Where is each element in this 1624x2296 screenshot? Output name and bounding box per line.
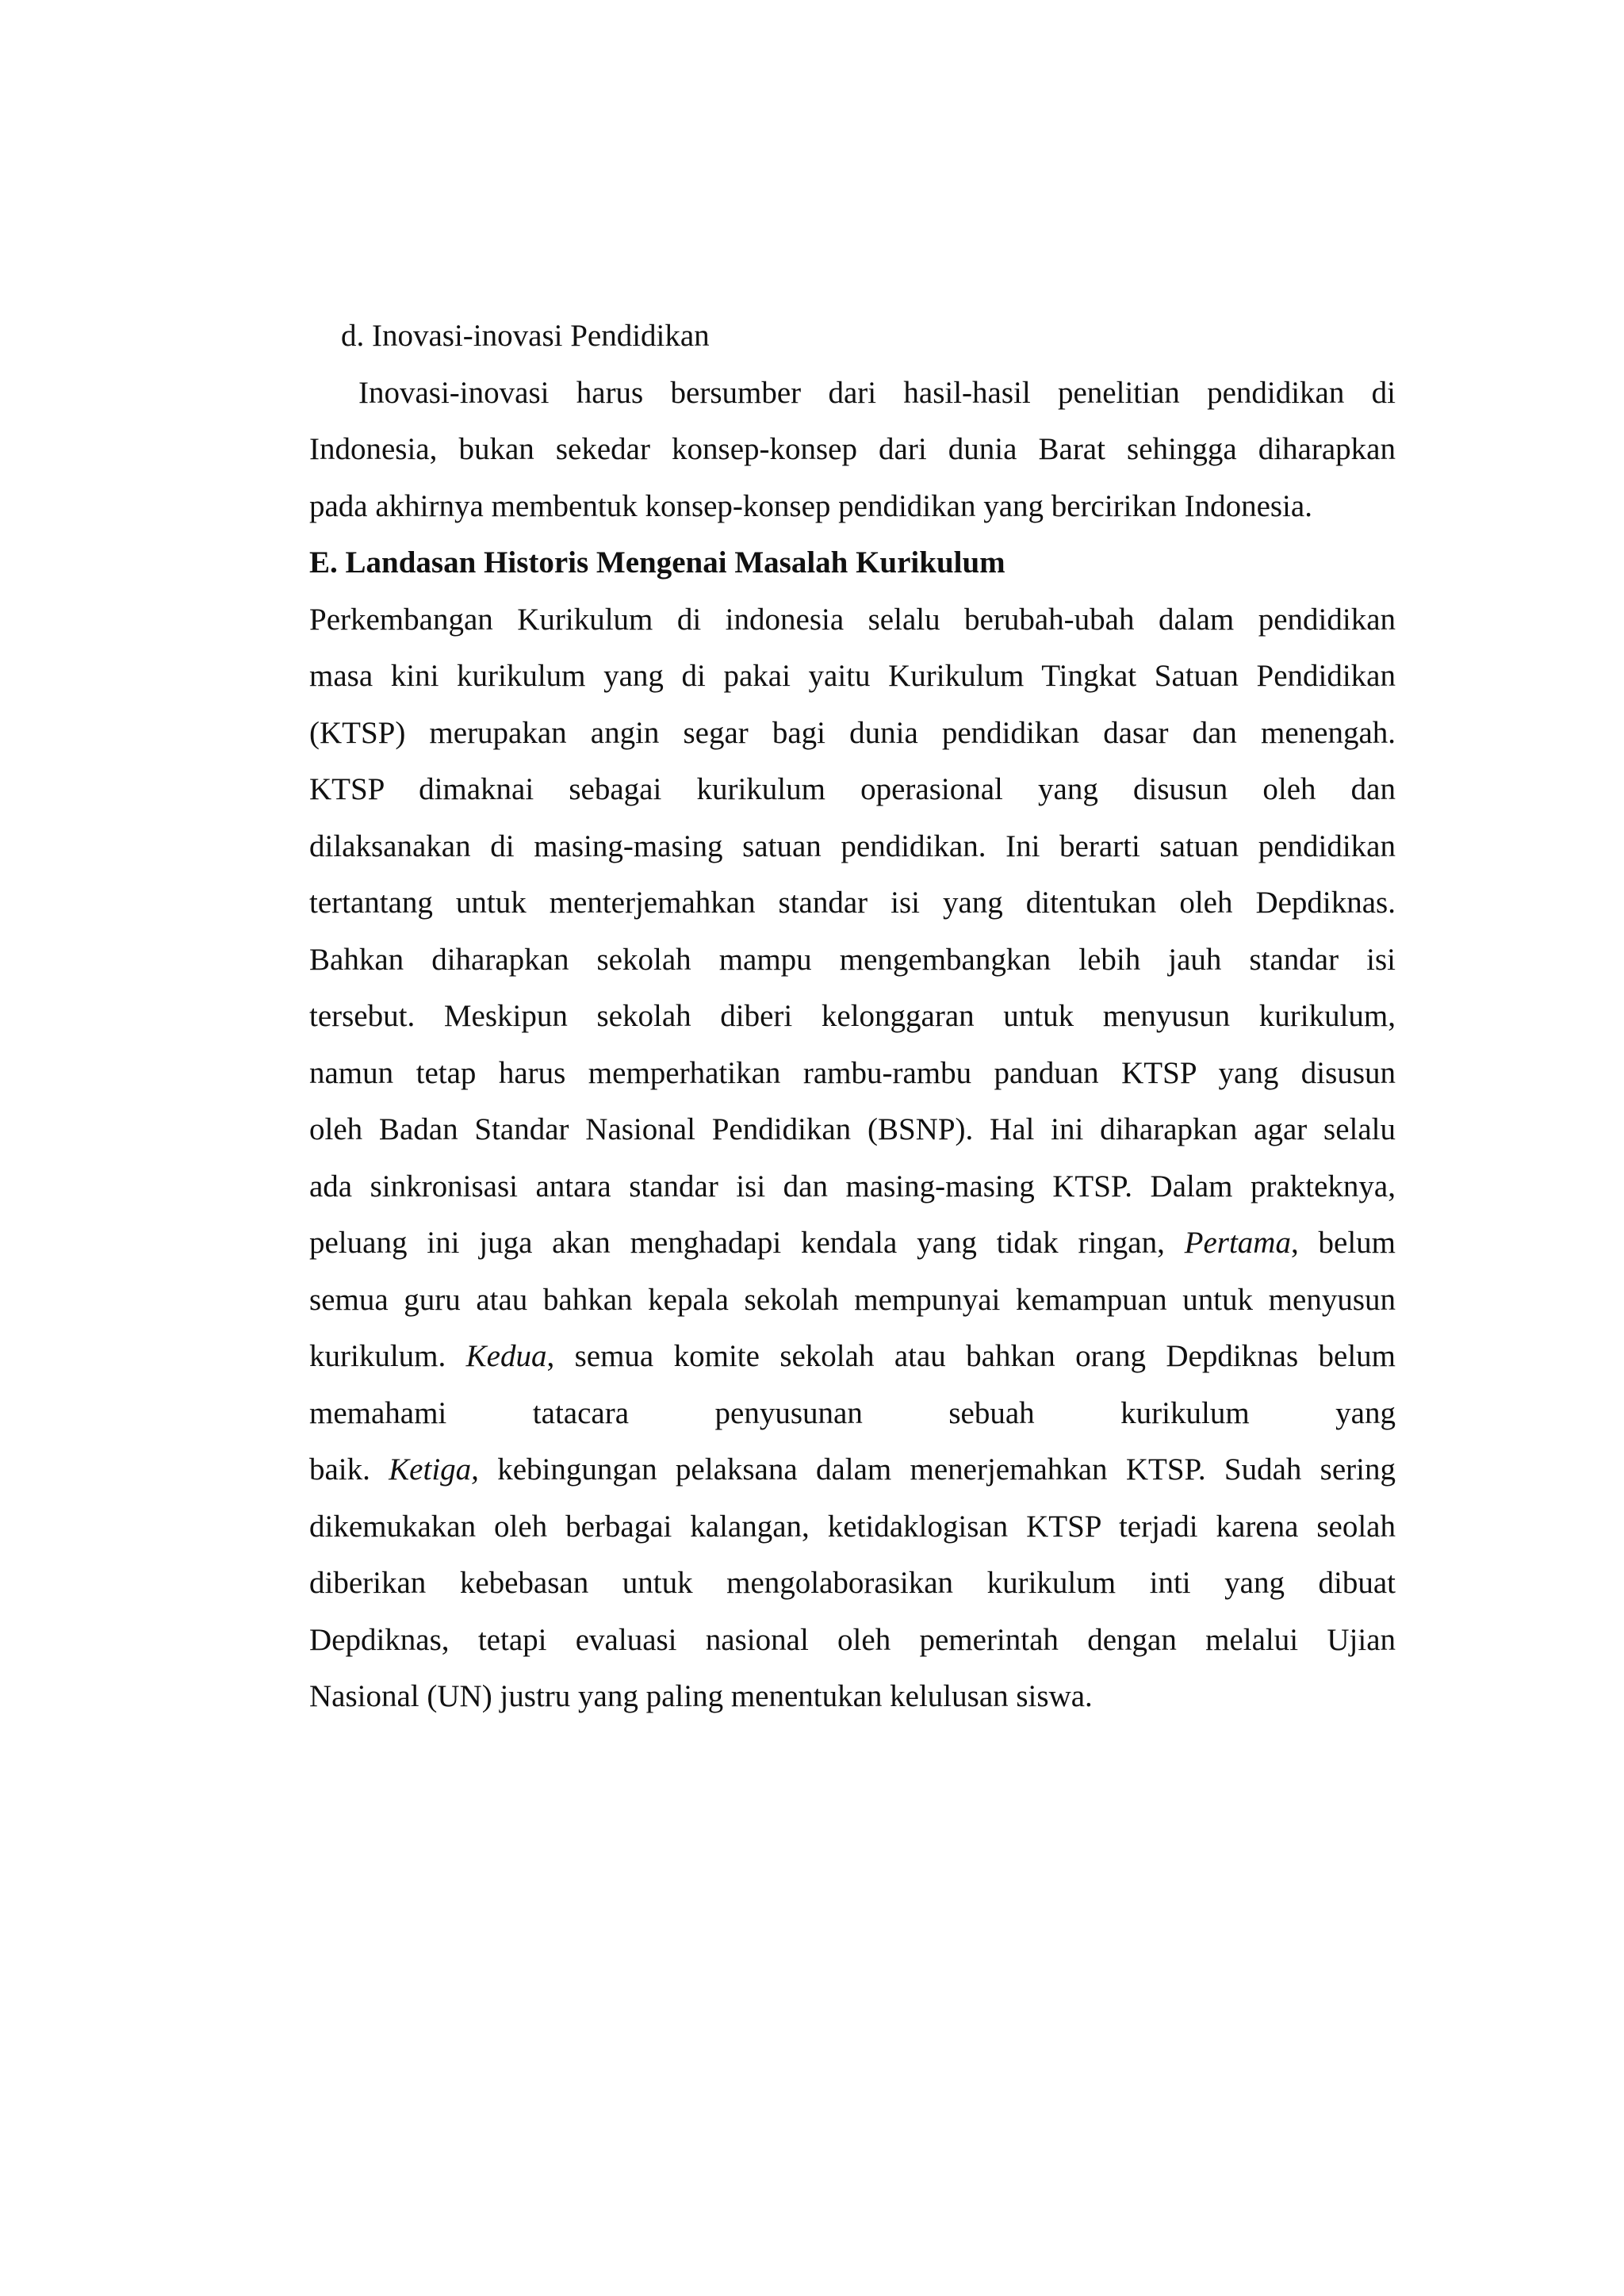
paragraph-line: (KTSP) merupakan angin segar bagi dunia pendidikan dasar dan menengah. bbox=[309, 715, 1396, 750]
page-content bbox=[309, 308, 1396, 1725]
paragraph-line: masa kini kurikulum yang di pakai yaitu Kurikulum Tingkat Satuan Pendidikan bbox=[309, 659, 1396, 693]
paragraph-line: namun tetap harus memperhatikan rambu-rambu panduan KTSP yang disusun bbox=[309, 1055, 1396, 1090]
paragraph-line: Bahkan diharapkan sekolah mampu mengembangkan lebih jauh standar isi bbox=[309, 942, 1396, 977]
italic-term-kedua: Kedua bbox=[465, 1339, 547, 1373]
line-text: , semua komite sekolah atau bahkan orang Depdiknas belum bbox=[546, 1339, 1396, 1373]
line-text: baik. bbox=[309, 1452, 389, 1487]
paragraph-line bbox=[309, 1328, 1396, 1385]
paragraph-line: Perkembangan Kurikulum di indonesia selalu berubah-ubah dalam pendidikan bbox=[309, 602, 1396, 637]
paragraph-line: ada sinkronisasi antara standar isi dan masing-masing KTSP. Dalam prakteknya, bbox=[309, 1169, 1396, 1203]
paragraph-line: Inovasi-inovasi harus bersumber dari hasil-hasil penelitian pendidikan di bbox=[358, 375, 1396, 410]
paragraph-line: dikemukakan oleh berbagai kalangan, ketidaklogisan KTSP terjadi karena seolah bbox=[309, 1509, 1396, 1544]
line-text: kurikulum. bbox=[309, 1339, 466, 1373]
paragraph-line: KTSP dimaknai sebagai kurikulum operasional yang disusun oleh dan bbox=[309, 772, 1396, 806]
line-text: peluang ini juga akan menghadapi kendala yang tidak ringan, bbox=[309, 1226, 1185, 1260]
paragraph-line: oleh Badan Standar Nasional Pendidikan (BSNP). Hal ini diharapkan agar selalu bbox=[309, 1112, 1396, 1146]
paragraph-line bbox=[309, 1215, 1396, 1272]
section-e-heading: E. Landasan Historis Mengenai Masalah Kurikulum bbox=[309, 545, 1005, 580]
line-text: kebingungan pelaksana dalam menerjemahkan KTSP. Sudah sering bbox=[478, 1452, 1396, 1487]
italic-term-ketiga: Ketiga, bbox=[389, 1452, 479, 1487]
paragraph-line: Depdiknas, tetapi evaluasi nasional oleh pemerintah dengan melalui Ujian bbox=[309, 1622, 1396, 1657]
paragraph-line: dilaksanakan di masing-masing satuan pendidikan. Ini berarti satuan pendidikan bbox=[309, 828, 1396, 863]
italic-term-pertama: Pertama bbox=[1184, 1226, 1291, 1260]
paragraph-line: memahami tatacara penyusunan sebuah kurikulum yang bbox=[309, 1395, 1396, 1430]
paragraph-line: semua guru atau bahkan kepala sekolah mempunyai kemampuan untuk menyusun bbox=[309, 1282, 1396, 1317]
paragraph-line: tersebut. Meskipun sekolah diberi kelonggaran untuk menyusun kurikulum, bbox=[309, 999, 1396, 1033]
paragraph-line: Indonesia, bukan sekedar konsep-konsep dari dunia Barat sehingga diharapkan bbox=[309, 432, 1396, 466]
paragraph-line: tertantang untuk menterjemahkan standar isi yang ditentukan oleh Depdiknas. bbox=[309, 886, 1396, 920]
paragraph-line bbox=[309, 1441, 1396, 1498]
subsection-d-heading: d. Inovasi-inovasi Pendidikan bbox=[341, 319, 710, 353]
paragraph-line: pada akhirnya membentuk konsep-konsep pendidikan yang bercirikan Indonesia. bbox=[309, 488, 1312, 523]
line-text: , belum bbox=[1290, 1226, 1396, 1260]
paragraph-line: Nasional (UN) justru yang paling menentukan kelulusan siswa. bbox=[309, 1679, 1093, 1713]
paragraph-line: diberikan kebebasan untuk mengolaborasikan kurikulum inti yang dibuat bbox=[309, 1566, 1396, 1600]
